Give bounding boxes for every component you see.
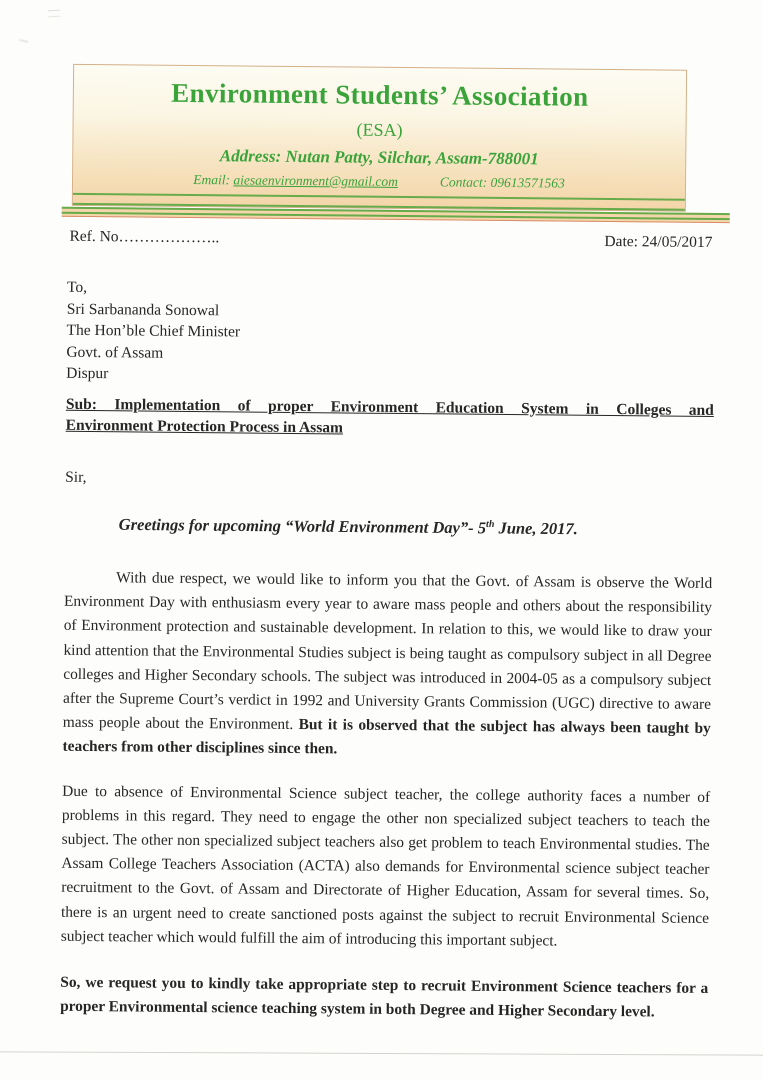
paragraph-1-bold: But it is observed that the subject has always been taught by teachers from other disciplines since then.	[62, 716, 711, 758]
recipient-place: Dispur	[66, 364, 109, 383]
recipient-org: Govt. of Assam	[66, 343, 164, 362]
scan-artifact	[19, 33, 30, 43]
scan-edge-line	[0, 1051, 763, 1055]
letterhead	[72, 64, 687, 212]
salutation: Sir,	[65, 468, 87, 486]
email-label: Email:	[193, 171, 234, 188]
paragraph-2: Due to absence of Environmental Science subject teacher, the college authority faces a number of problems in this regard. They need to engage the other non specialized subject teachers to teach the subject. The other non specialized subject teachers also get problem to teach Environmental studies. The Assam College Teachers Association (ACTA) also demands for Environmental science subject teacher recruitment to the Govt. of Assam and Directorate of Higher Education, Assam for several times. So, there is an urgent need to create sanctioned posts against the subject to recruit Environmental Science subject teacher which would fulfill the aim of introducing this important subject.	[60, 782, 711, 950]
contact-number: Contact: 09613571563	[439, 174, 565, 191]
organization-abbreviation: (ESA)	[356, 119, 403, 140]
organization-name: Environment Students’ Association	[171, 77, 589, 112]
recipient-block	[66, 277, 715, 391]
email-address: aiesaenvironment@gmail.com	[233, 172, 398, 189]
paragraph-1-text: With due respect, we would like to inform you that the Govt. of Assam is observe the World Environment Day with enthusiasm every year to aware mass people and others about the responsibility of Environment protection and sustainable development. In relation to this, we would like to draw your kind attention that the Environmental Studies subject is being taught as compulsory subject in all Degree colleges and Higher Secondary schools. The subject was introduced in 2004-05 as a compulsory subject after the Supreme Court’s verdict in 1992 and University Grants Commission (UGC) directive to aware mass people about the Environment.	[62, 569, 713, 734]
subject-line	[66, 393, 714, 442]
greeting-line	[119, 509, 713, 542]
contact-row	[73, 170, 685, 193]
recipient-title: The Hon’ble Chief Minister	[66, 321, 241, 341]
subject-line-1: Sub: Implementation of proper Environment Education System in Colleges and	[65, 395, 714, 419]
recipient-name: Sri Sarbananda Sonowal	[66, 300, 220, 319]
letter-sheet	[0, 63, 763, 1026]
ref-no: Ref. No………………..	[69, 227, 220, 247]
paragraph-3-request: So, we request you to kindly take appropriate step to recruit Environment Science teachers for a proper Environmental science teaching system in both Degree and Higher Secondary level.	[60, 973, 709, 1021]
subject-line-2: Environment Protection Process in Assam	[65, 416, 344, 437]
greeting-ordinal: th	[486, 518, 495, 530]
greeting-text: Greetings for upcoming “World Environment Day”- 5	[118, 514, 487, 537]
greeting-tail: June, 2017.	[494, 517, 578, 538]
paragraph-1	[62, 566, 712, 766]
recipient-to: To,	[66, 278, 88, 296]
organization-address: Address: Nutan Patty, Silchar, Assam-788001	[219, 146, 539, 169]
meta-row	[69, 226, 712, 253]
letter-date: Date: 24/05/2017	[604, 232, 713, 251]
scan-artifact	[48, 10, 60, 18]
